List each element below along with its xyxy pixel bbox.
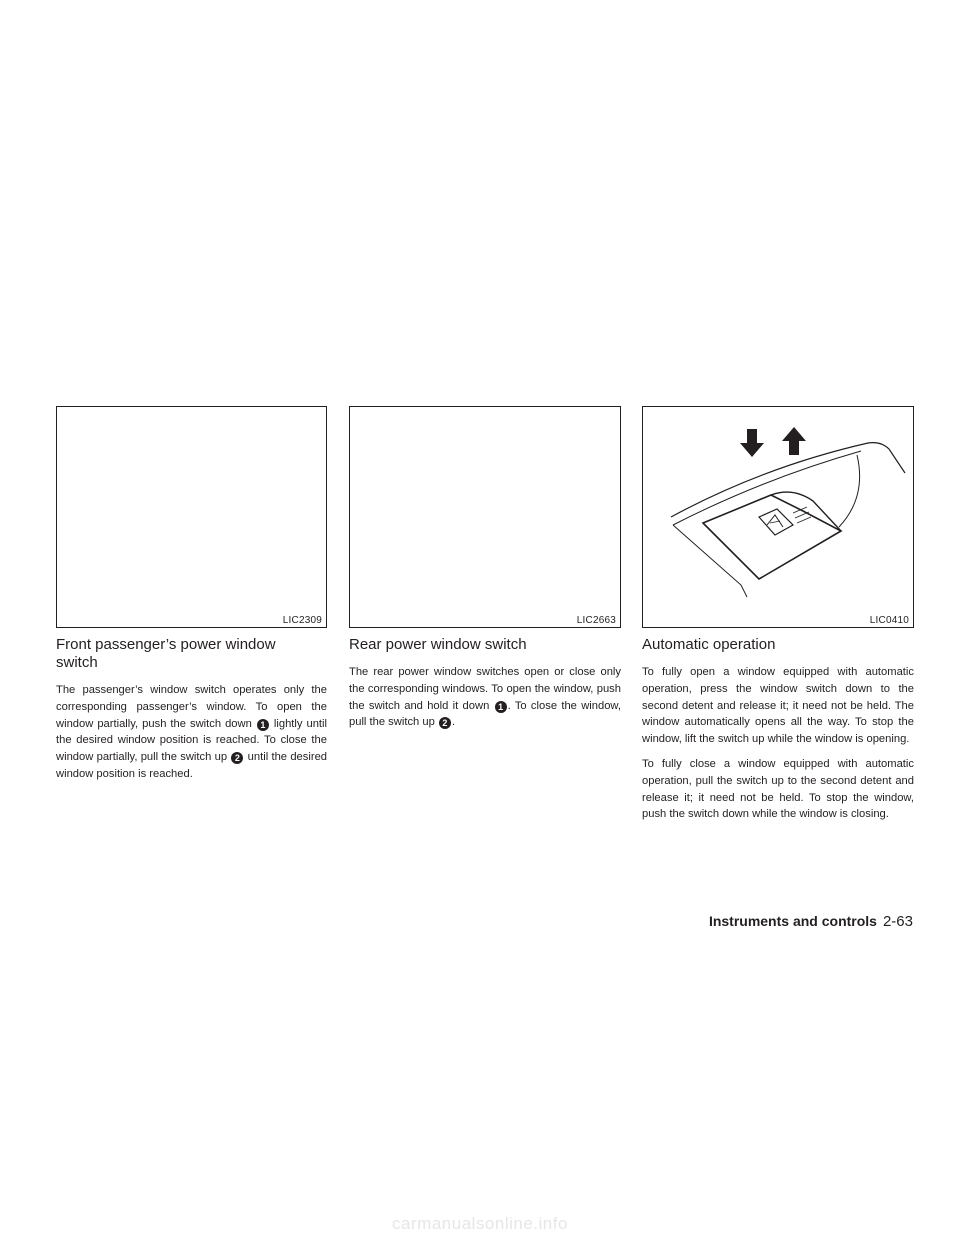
watermark: carmanualsonline.info: [392, 1214, 568, 1233]
figure-front-passenger-switch: [56, 406, 327, 628]
page-number: 2-63: [882, 913, 913, 930]
figure-rear-switch: [349, 406, 621, 628]
callout-2-icon: 2: [439, 717, 451, 729]
paragraph: The rear power window switches open or close only the corresponding windows. To open the window, push the switch and hold it down 1 . To close the window, pull the switch up 2 .: [349, 666, 622, 729]
paragraph: To fully close a window equipped with automatic operation, pull the switch up to the second detent and release it; it need not be held. To stop the window, push the switch down while the window is closing.: [642, 757, 914, 821]
window-switch-illustration: [643, 407, 913, 627]
figure-label: LIC2309: [282, 615, 322, 626]
callout-1-icon: 1: [257, 719, 269, 731]
callout-1-icon: 1: [495, 701, 507, 713]
page-footer: [709, 913, 913, 931]
section-heading: Rear power window switch: [349, 636, 527, 653]
arrow-up-icon: [782, 427, 806, 455]
section-heading: Automatic operation: [642, 636, 776, 653]
figure-label: LIC0410: [869, 615, 909, 626]
callout-2-icon: 2: [231, 752, 243, 764]
column-automatic-operation: [642, 636, 914, 831]
figure-label: LIC2663: [576, 615, 616, 626]
column-rear-switch: [349, 636, 621, 739]
paragraph: The passenger’s window switch operates only the corresponding passenger’s window. To open the window partially, push the switch down 1 lightly until the desired window position is reached. To close the window partially, pull the switch up 2 until the desired window position is reached.: [56, 684, 328, 780]
paragraph: To fully open a window equipped with automatic operation, press the window switch down to the second detent and release it; it need not be held. The window automatically opens all the way. To stop the window, lift the switch up while the window is opening.: [642, 666, 914, 746]
arrow-down-icon: [740, 429, 764, 457]
column-front-passenger: [56, 636, 327, 791]
section-title: Instruments and controls: [708, 913, 877, 929]
section-heading: Front passenger’s power window switch: [56, 636, 276, 671]
figure-automatic-operation: [642, 406, 914, 628]
